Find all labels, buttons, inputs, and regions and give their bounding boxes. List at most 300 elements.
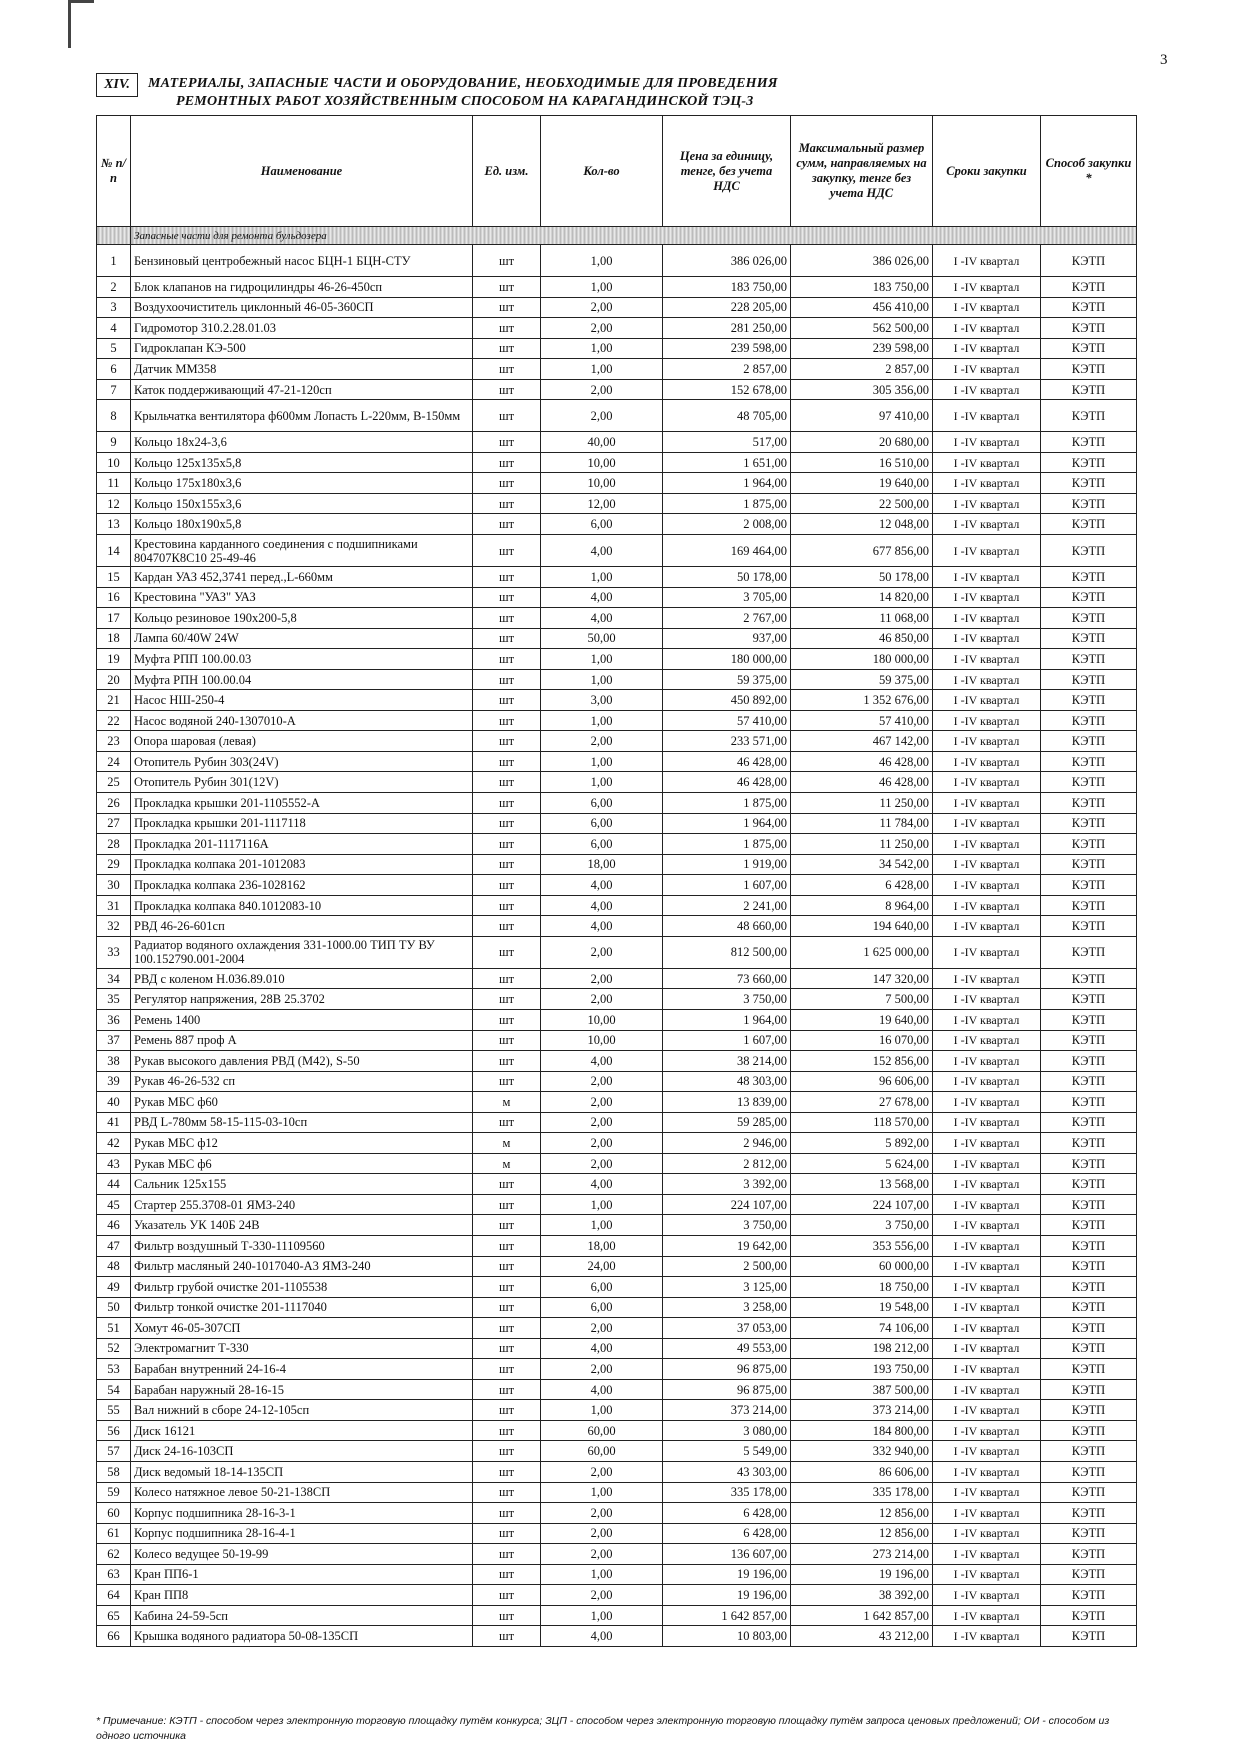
cell-no: 40 xyxy=(97,1092,131,1113)
cell-qty: 6,00 xyxy=(541,813,663,834)
cell-no: 17 xyxy=(97,608,131,629)
cell-no: 62 xyxy=(97,1544,131,1565)
cell-period: I -IV квартал xyxy=(933,1235,1041,1256)
cell-qty: 4,00 xyxy=(541,1338,663,1359)
table-row xyxy=(97,916,1137,937)
cell-unit: шт xyxy=(473,968,541,989)
cell-method: КЭТП xyxy=(1041,751,1137,772)
header-no: № п/п xyxy=(97,116,131,227)
cell-max: 677 856,00 xyxy=(791,535,933,567)
cell-no: 3 xyxy=(97,297,131,318)
cell-qty: 2,00 xyxy=(541,1071,663,1092)
cell-max: 180 000,00 xyxy=(791,649,933,670)
cell-qty: 4,00 xyxy=(541,535,663,567)
cell-period: I -IV квартал xyxy=(933,1153,1041,1174)
table-row xyxy=(97,379,1137,400)
header-method: Способ закупки * xyxy=(1041,116,1137,227)
cell-period: I -IV квартал xyxy=(933,359,1041,380)
cell-price: 19 196,00 xyxy=(663,1564,791,1585)
cell-period: I -IV квартал xyxy=(933,813,1041,834)
cell-unit: шт xyxy=(473,772,541,793)
table-row xyxy=(97,875,1137,896)
cell-name: Хомут 46-05-307СП xyxy=(131,1318,473,1339)
cell-period: I -IV квартал xyxy=(933,1051,1041,1072)
cell-unit: шт xyxy=(473,1235,541,1256)
cell-max: 198 212,00 xyxy=(791,1338,933,1359)
cell-unit: шт xyxy=(473,1030,541,1051)
cell-qty: 1,00 xyxy=(541,359,663,380)
cell-method: КЭТП xyxy=(1041,359,1137,380)
cell-qty: 2,00 xyxy=(541,1359,663,1380)
cell-no: 43 xyxy=(97,1153,131,1174)
cell-no: 65 xyxy=(97,1605,131,1626)
cell-price: 812 500,00 xyxy=(663,936,791,968)
cell-unit: шт xyxy=(473,834,541,855)
table-row xyxy=(97,1297,1137,1318)
cell-period: I -IV квартал xyxy=(933,1174,1041,1195)
cell-max: 386 026,00 xyxy=(791,245,933,277)
table-row xyxy=(97,1174,1137,1195)
cell-period: I -IV квартал xyxy=(933,1379,1041,1400)
cell-price: 48 705,00 xyxy=(663,400,791,432)
cell-unit: шт xyxy=(473,1503,541,1524)
table-row xyxy=(97,834,1137,855)
cell-price: 10 803,00 xyxy=(663,1626,791,1647)
cell-period: I -IV квартал xyxy=(933,1112,1041,1133)
cell-name: Кран ПП8 xyxy=(131,1585,473,1606)
cell-method: КЭТП xyxy=(1041,400,1137,432)
cell-max: 34 542,00 xyxy=(791,854,933,875)
table-row xyxy=(97,1153,1137,1174)
cell-name: Рукав высокого давления РВД (М42), S-50 xyxy=(131,1051,473,1072)
cell-max: 12 048,00 xyxy=(791,514,933,535)
cell-unit: шт xyxy=(473,813,541,834)
cell-name: Насос водяной 240-1307010-А xyxy=(131,710,473,731)
cell-qty: 1,00 xyxy=(541,751,663,772)
cell-method: КЭТП xyxy=(1041,854,1137,875)
cell-max: 50 178,00 xyxy=(791,567,933,588)
cell-method: КЭТП xyxy=(1041,895,1137,916)
cell-unit: шт xyxy=(473,1564,541,1585)
cell-name: Опора шаровая (левая) xyxy=(131,731,473,752)
cell-period: I -IV квартал xyxy=(933,1482,1041,1503)
cell-method: КЭТП xyxy=(1041,1544,1137,1565)
cell-name: Бензиновый центробежный насос БЦН-1 БЦН-СТУ xyxy=(131,245,473,277)
cell-name: РВД с коленом Н.036.89.010 xyxy=(131,968,473,989)
table-row xyxy=(97,318,1137,339)
table-row xyxy=(97,1626,1137,1647)
table-row xyxy=(97,936,1137,968)
cell-unit: шт xyxy=(473,649,541,670)
cell-no: 12 xyxy=(97,493,131,514)
cell-max: 387 500,00 xyxy=(791,1379,933,1400)
table-row xyxy=(97,1318,1137,1339)
cell-name: Кабина 24-59-5сп xyxy=(131,1605,473,1626)
cell-method: КЭТП xyxy=(1041,772,1137,793)
cell-price: 2 857,00 xyxy=(663,359,791,380)
cell-period: I -IV квартал xyxy=(933,669,1041,690)
cell-max: 27 678,00 xyxy=(791,1092,933,1113)
cell-max: 562 500,00 xyxy=(791,318,933,339)
cell-name: Корпус подшипника 28-16-3-1 xyxy=(131,1503,473,1524)
cell-price: 50 178,00 xyxy=(663,567,791,588)
cell-max: 19 548,00 xyxy=(791,1297,933,1318)
cell-price: 96 875,00 xyxy=(663,1359,791,1380)
cell-name: Отопитель Рубин 301(12V) xyxy=(131,772,473,793)
cell-unit: шт xyxy=(473,514,541,535)
cell-qty: 2,00 xyxy=(541,1092,663,1113)
header-period: Сроки закупки xyxy=(933,116,1041,227)
cell-qty: 10,00 xyxy=(541,473,663,494)
cell-qty: 2,00 xyxy=(541,318,663,339)
cell-unit: шт xyxy=(473,1009,541,1030)
cell-qty: 2,00 xyxy=(541,1503,663,1524)
cell-max: 13 568,00 xyxy=(791,1174,933,1195)
cell-unit: шт xyxy=(473,854,541,875)
cell-no: 33 xyxy=(97,936,131,968)
cell-name: Указатель УК 140Б 24В xyxy=(131,1215,473,1236)
cell-name: Воздухоочиститель циклонный 46-05-360СП xyxy=(131,297,473,318)
cell-no: 41 xyxy=(97,1112,131,1133)
table-row xyxy=(97,1051,1137,1072)
cell-price: 38 214,00 xyxy=(663,1051,791,1072)
cell-unit: шт xyxy=(473,587,541,608)
table-row xyxy=(97,1277,1137,1298)
table-row xyxy=(97,452,1137,473)
cell-no: 25 xyxy=(97,772,131,793)
cell-period: I -IV квартал xyxy=(933,1215,1041,1236)
cell-qty: 2,00 xyxy=(541,1544,663,1565)
cell-method: КЭТП xyxy=(1041,452,1137,473)
cell-method: КЭТП xyxy=(1041,1482,1137,1503)
cell-price: 2 008,00 xyxy=(663,514,791,535)
cell-no: 34 xyxy=(97,968,131,989)
cell-method: КЭТП xyxy=(1041,1503,1137,1524)
cell-no: 16 xyxy=(97,587,131,608)
table-row xyxy=(97,587,1137,608)
cell-qty: 4,00 xyxy=(541,1626,663,1647)
cell-price: 73 660,00 xyxy=(663,968,791,989)
cell-period: I -IV квартал xyxy=(933,1420,1041,1441)
cell-unit: шт xyxy=(473,936,541,968)
cell-price: 49 553,00 xyxy=(663,1338,791,1359)
cell-name: Каток поддерживающий 47-21-120сп xyxy=(131,379,473,400)
cell-name: Корпус подшипника 28-16-4-1 xyxy=(131,1523,473,1544)
cell-period: I -IV квартал xyxy=(933,1071,1041,1092)
cell-method: КЭТП xyxy=(1041,813,1137,834)
table-row xyxy=(97,731,1137,752)
cell-price: 1 875,00 xyxy=(663,834,791,855)
table-row xyxy=(97,1420,1137,1441)
cell-max: 5 624,00 xyxy=(791,1153,933,1174)
cell-max: 3 750,00 xyxy=(791,1215,933,1236)
cell-period: I -IV квартал xyxy=(933,473,1041,494)
cell-method: КЭТП xyxy=(1041,1092,1137,1113)
table-row xyxy=(97,1215,1137,1236)
cell-max: 2 857,00 xyxy=(791,359,933,380)
cell-price: 46 428,00 xyxy=(663,772,791,793)
cell-qty: 2,00 xyxy=(541,297,663,318)
table-row xyxy=(97,968,1137,989)
cell-method: КЭТП xyxy=(1041,1277,1137,1298)
cell-price: 1 875,00 xyxy=(663,793,791,814)
cell-qty: 3,00 xyxy=(541,690,663,711)
cell-qty: 4,00 xyxy=(541,587,663,608)
cell-method: КЭТП xyxy=(1041,1441,1137,1462)
cell-method: КЭТП xyxy=(1041,968,1137,989)
cell-no: 4 xyxy=(97,318,131,339)
cell-max: 74 106,00 xyxy=(791,1318,933,1339)
table-row xyxy=(97,338,1137,359)
cell-max: 16 070,00 xyxy=(791,1030,933,1051)
cell-no: 52 xyxy=(97,1338,131,1359)
cell-price: 59 285,00 xyxy=(663,1112,791,1133)
cell-name: Крестовина карданного соединения с подшипниками 804707К8С10 25-49-46 xyxy=(131,535,473,567)
cell-no: 37 xyxy=(97,1030,131,1051)
cell-price: 373 214,00 xyxy=(663,1400,791,1421)
cell-max: 118 570,00 xyxy=(791,1112,933,1133)
section-title xyxy=(148,75,778,111)
cell-period: I -IV квартал xyxy=(933,649,1041,670)
cell-max: 59 375,00 xyxy=(791,669,933,690)
scan-mark-top xyxy=(68,0,94,3)
cell-unit: шт xyxy=(473,751,541,772)
cell-max: 273 214,00 xyxy=(791,1544,933,1565)
cell-qty: 2,00 xyxy=(541,1461,663,1482)
cell-qty: 24,00 xyxy=(541,1256,663,1277)
cell-method: КЭТП xyxy=(1041,793,1137,814)
cell-max: 5 892,00 xyxy=(791,1133,933,1154)
cell-max: 193 750,00 xyxy=(791,1359,933,1380)
cell-price: 169 464,00 xyxy=(663,535,791,567)
cell-period: I -IV квартал xyxy=(933,731,1041,752)
cell-max: 224 107,00 xyxy=(791,1194,933,1215)
cell-unit: шт xyxy=(473,1194,541,1215)
table-row xyxy=(97,649,1137,670)
cell-unit: шт xyxy=(473,493,541,514)
cell-unit: шт xyxy=(473,1112,541,1133)
cell-max: 335 178,00 xyxy=(791,1482,933,1503)
cell-no: 13 xyxy=(97,514,131,535)
cell-name: Барабан внутренний 24-16-4 xyxy=(131,1359,473,1380)
cell-qty: 2,00 xyxy=(541,731,663,752)
cell-method: КЭТП xyxy=(1041,834,1137,855)
cell-unit: шт xyxy=(473,989,541,1010)
cell-method: КЭТП xyxy=(1041,432,1137,453)
cell-period: I -IV квартал xyxy=(933,793,1041,814)
cell-qty: 4,00 xyxy=(541,1379,663,1400)
cell-price: 335 178,00 xyxy=(663,1482,791,1503)
table-row xyxy=(97,1338,1137,1359)
cell-max: 305 356,00 xyxy=(791,379,933,400)
cell-unit: шт xyxy=(473,1277,541,1298)
cell-price: 1 607,00 xyxy=(663,875,791,896)
table-row xyxy=(97,751,1137,772)
cell-qty: 4,00 xyxy=(541,875,663,896)
cell-unit: шт xyxy=(473,359,541,380)
cell-price: 43 303,00 xyxy=(663,1461,791,1482)
cell-method: КЭТП xyxy=(1041,1338,1137,1359)
cell-method: КЭТП xyxy=(1041,1461,1137,1482)
cell-period: I -IV квартал xyxy=(933,338,1041,359)
table-row xyxy=(97,400,1137,432)
cell-method: КЭТП xyxy=(1041,649,1137,670)
cell-max: 14 820,00 xyxy=(791,587,933,608)
cell-price: 3 080,00 xyxy=(663,1420,791,1441)
section-row xyxy=(97,227,1137,245)
cell-qty: 10,00 xyxy=(541,1030,663,1051)
cell-unit: шт xyxy=(473,277,541,298)
cell-period: I -IV квартал xyxy=(933,834,1041,855)
cell-no: 20 xyxy=(97,669,131,690)
cell-qty: 4,00 xyxy=(541,895,663,916)
cell-price: 6 428,00 xyxy=(663,1503,791,1524)
cell-unit: м xyxy=(473,1133,541,1154)
cell-price: 1 964,00 xyxy=(663,473,791,494)
cell-max: 18 750,00 xyxy=(791,1277,933,1298)
cell-name: Муфта РПН 100.00.04 xyxy=(131,669,473,690)
cell-price: 281 250,00 xyxy=(663,318,791,339)
cell-max: 7 500,00 xyxy=(791,989,933,1010)
cell-max: 467 142,00 xyxy=(791,731,933,752)
cell-max: 22 500,00 xyxy=(791,493,933,514)
cell-qty: 1,00 xyxy=(541,1564,663,1585)
cell-period: I -IV квартал xyxy=(933,916,1041,937)
table-row xyxy=(97,514,1137,535)
cell-no: 5 xyxy=(97,338,131,359)
cell-period: I -IV квартал xyxy=(933,1461,1041,1482)
cell-no: 63 xyxy=(97,1564,131,1585)
cell-name: Прокладка 201-1117116А xyxy=(131,834,473,855)
cell-qty: 18,00 xyxy=(541,854,663,875)
materials-table xyxy=(96,115,1137,1647)
cell-period: I -IV квартал xyxy=(933,1441,1041,1462)
table-row xyxy=(97,895,1137,916)
cell-method: КЭТП xyxy=(1041,690,1137,711)
cell-max: 11 250,00 xyxy=(791,793,933,814)
cell-unit: шт xyxy=(473,1318,541,1339)
table-row xyxy=(97,989,1137,1010)
cell-method: КЭТП xyxy=(1041,1009,1137,1030)
cell-no: 22 xyxy=(97,710,131,731)
cell-price: 3 392,00 xyxy=(663,1174,791,1195)
cell-price: 3 750,00 xyxy=(663,989,791,1010)
cell-method: КЭТП xyxy=(1041,1112,1137,1133)
cell-price: 2 241,00 xyxy=(663,895,791,916)
table-row xyxy=(97,1523,1137,1544)
cell-period: I -IV квартал xyxy=(933,535,1041,567)
cell-price: 183 750,00 xyxy=(663,277,791,298)
table-row xyxy=(97,1461,1137,1482)
cell-no: 6 xyxy=(97,359,131,380)
header-price: Цена за единицу, тенге, без учета НДС xyxy=(663,116,791,227)
cell-unit: шт xyxy=(473,1338,541,1359)
cell-max: 12 856,00 xyxy=(791,1523,933,1544)
cell-unit: шт xyxy=(473,608,541,629)
cell-unit: шт xyxy=(473,1071,541,1092)
cell-qty: 1,00 xyxy=(541,338,663,359)
cell-name: Прокладка крышки 201-1117118 xyxy=(131,813,473,834)
cell-period: I -IV квартал xyxy=(933,1277,1041,1298)
table-row xyxy=(97,628,1137,649)
cell-max: 332 940,00 xyxy=(791,1441,933,1462)
cell-no: 35 xyxy=(97,989,131,1010)
cell-max: 456 410,00 xyxy=(791,297,933,318)
cell-unit: шт xyxy=(473,731,541,752)
cell-method: КЭТП xyxy=(1041,379,1137,400)
cell-no: 57 xyxy=(97,1441,131,1462)
cell-no: 2 xyxy=(97,277,131,298)
cell-max: 152 856,00 xyxy=(791,1051,933,1072)
cell-qty: 2,00 xyxy=(541,1153,663,1174)
cell-price: 1 875,00 xyxy=(663,493,791,514)
cell-unit: шт xyxy=(473,297,541,318)
cell-method: КЭТП xyxy=(1041,1174,1137,1195)
cell-name: Крестовина "УАЗ" УАЗ xyxy=(131,587,473,608)
cell-price: 3 705,00 xyxy=(663,587,791,608)
cell-method: КЭТП xyxy=(1041,1071,1137,1092)
cell-name: Вал нижний в сборе 24-12-105сп xyxy=(131,1400,473,1421)
cell-method: КЭТП xyxy=(1041,1051,1137,1072)
cell-unit: шт xyxy=(473,1379,541,1400)
cell-unit: шт xyxy=(473,690,541,711)
cell-max: 194 640,00 xyxy=(791,916,933,937)
cell-period: I -IV квартал xyxy=(933,1297,1041,1318)
cell-max: 373 214,00 xyxy=(791,1400,933,1421)
cell-unit: шт xyxy=(473,1461,541,1482)
cell-max: 19 640,00 xyxy=(791,1009,933,1030)
cell-no: 31 xyxy=(97,895,131,916)
cell-max: 1 642 857,00 xyxy=(791,1605,933,1626)
table-row xyxy=(97,567,1137,588)
cell-name: Рукав МБС ф60 xyxy=(131,1092,473,1113)
cell-no: 24 xyxy=(97,751,131,772)
cell-qty: 2,00 xyxy=(541,1318,663,1339)
cell-period: I -IV квартал xyxy=(933,628,1041,649)
cell-period: I -IV квартал xyxy=(933,1092,1041,1113)
cell-method: КЭТП xyxy=(1041,514,1137,535)
cell-price: 2 767,00 xyxy=(663,608,791,629)
table-row xyxy=(97,535,1137,567)
cell-unit: шт xyxy=(473,338,541,359)
cell-price: 224 107,00 xyxy=(663,1194,791,1215)
table-row xyxy=(97,1503,1137,1524)
header-unit: Ед. изм. xyxy=(473,116,541,227)
scan-mark xyxy=(68,0,71,48)
cell-price: 2 812,00 xyxy=(663,1153,791,1174)
cell-price: 19 196,00 xyxy=(663,1585,791,1606)
cell-method: КЭТП xyxy=(1041,1379,1137,1400)
cell-period: I -IV квартал xyxy=(933,567,1041,588)
cell-price: 48 660,00 xyxy=(663,916,791,937)
cell-period: I -IV квартал xyxy=(933,608,1041,629)
cell-qty: 1,00 xyxy=(541,567,663,588)
cell-period: I -IV квартал xyxy=(933,587,1041,608)
cell-method: КЭТП xyxy=(1041,1133,1137,1154)
cell-name: Регулятор напряжения, 28В 25.3702 xyxy=(131,989,473,1010)
cell-qty: 2,00 xyxy=(541,1585,663,1606)
cell-unit: шт xyxy=(473,245,541,277)
cell-qty: 6,00 xyxy=(541,793,663,814)
cell-max: 11 068,00 xyxy=(791,608,933,629)
cell-qty: 4,00 xyxy=(541,608,663,629)
cell-max: 184 800,00 xyxy=(791,1420,933,1441)
cell-price: 59 375,00 xyxy=(663,669,791,690)
table-row xyxy=(97,245,1137,277)
cell-unit: шт xyxy=(473,535,541,567)
cell-qty: 4,00 xyxy=(541,916,663,937)
cell-method: КЭТП xyxy=(1041,669,1137,690)
